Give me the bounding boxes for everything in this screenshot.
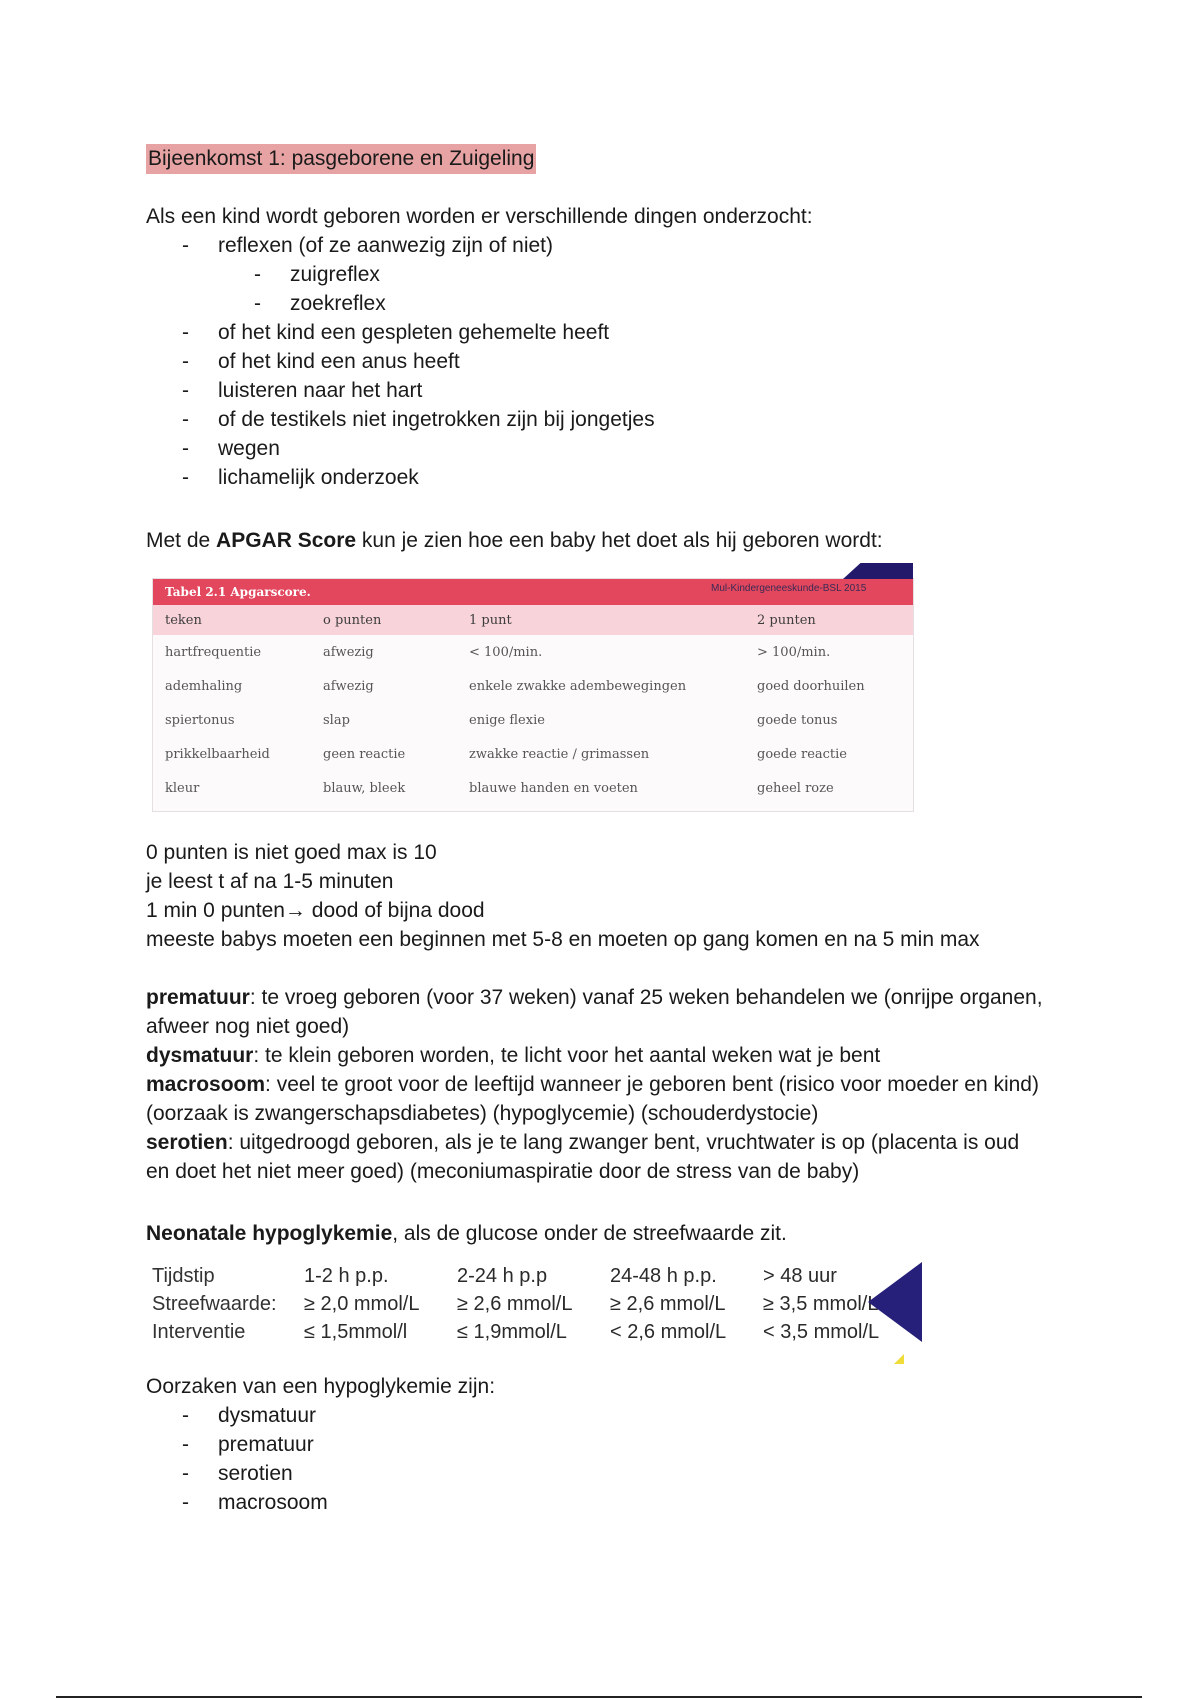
apgar-note: je leest t af na 1-5 minuten: [146, 870, 394, 893]
definition-serotien: serotien: uitgedroogd geboren, als je te lang zwanger bent, vruchtwater is op (placenta is oud en doet het niet meer goed) (meconiumaspiratie door de stress van de baby): [146, 1131, 1020, 1183]
apgar-intro: Met de APGAR Score kun je zien hoe een baby het doet als hij geboren wordt:: [146, 529, 883, 552]
intro-text: Als een kind wordt geboren worden er verschillende dingen onderzocht:: [146, 205, 813, 228]
apgar-note: 0 punten is niet goed max is 10: [146, 841, 437, 864]
column-header: 2 punten: [745, 605, 913, 635]
hypoglycemia-intro: Neonatale hypoglykemie, als de glucose onder de streefwaarde zit.: [146, 1222, 787, 1245]
apgar-caption: Tabel 2.1 Apgarscore.: [165, 585, 311, 599]
column-header: teken: [153, 605, 311, 635]
causes-intro: Oorzaken van een hypoglykemie zijn:: [146, 1375, 496, 1398]
definition-prematuur: prematuur: te vroeg geboren (voor 37 weken) vanaf 25 weken behandelen we (onrijpe organen, afweer nog niet goed): [146, 986, 1043, 1038]
glucose-table-image: [152, 1262, 922, 1352]
decorative-triangle: [894, 1354, 904, 1364]
table-row: prikkelbaarheid geen reactie zwakke reactie / grimassen goede reactie: [165, 746, 848, 762]
apgar-table-header: [153, 579, 913, 605]
apgar-table-image: [152, 578, 914, 812]
column-header: 1 punt: [457, 605, 745, 635]
table-row: kleur blauw, bleek blauwe handen en voeten geheel roze: [165, 780, 834, 796]
page-divider: [56, 1696, 1142, 1698]
apgar-note: meeste babys moeten een beginnen met 5-8 en moeten op gang komen en na 5 min max: [146, 928, 980, 951]
definition-macrosoom: macrosoom: veel te groot voor de leeftijd wanneer je geboren bent (risico voor moeder en kind) (oorzaak is zwangerschapsdiabetes) (hypoglycemie) (schouderdystocie): [146, 1073, 1039, 1125]
page-title: Bijeenkomst 1: pasgeborene en Zuigeling: [146, 144, 536, 174]
decorative-triangle: [868, 1262, 922, 1342]
apgar-table: [153, 605, 913, 805]
table-row: hartfrequentie afwezig < 100/min. > 100/min.: [165, 644, 831, 660]
table-row: Tijdstip 1-2 h p.p. 2-24 h p.p 24-48 h p.p. > 48 uur: [152, 1264, 837, 1287]
definition-dysmatuur: dysmatuur: te klein geboren worden, te licht voor het aantal weken wat je bent: [146, 1044, 881, 1067]
decorative-flag: [843, 563, 913, 579]
table-row: ademhaling afwezig enkele zwakke adembewegingen goed doorhuilen: [165, 678, 865, 694]
glucose-table: [152, 1262, 916, 1346]
apgar-note: 1 min 0 punten→ dood of bijna dood: [146, 899, 485, 922]
table-row: spiertonus slap enige flexie goede tonus: [165, 712, 838, 728]
apgar-source: Mul-Kindergeneeskunde-BSL 2015: [711, 583, 867, 594]
column-header: o punten: [311, 605, 457, 635]
table-row: Interventie ≤ 1,5mmol/l ≤ 1,9mmol/L < 2,6 mmol/L < 3,5 mmol/L: [152, 1320, 880, 1343]
table-row: Streefwaarde: ≥ 2,0 mmol/L ≥ 2,6 mmol/L ≥ 2,6 mmol/L ≥ 3,5 mmol/L: [152, 1292, 879, 1315]
